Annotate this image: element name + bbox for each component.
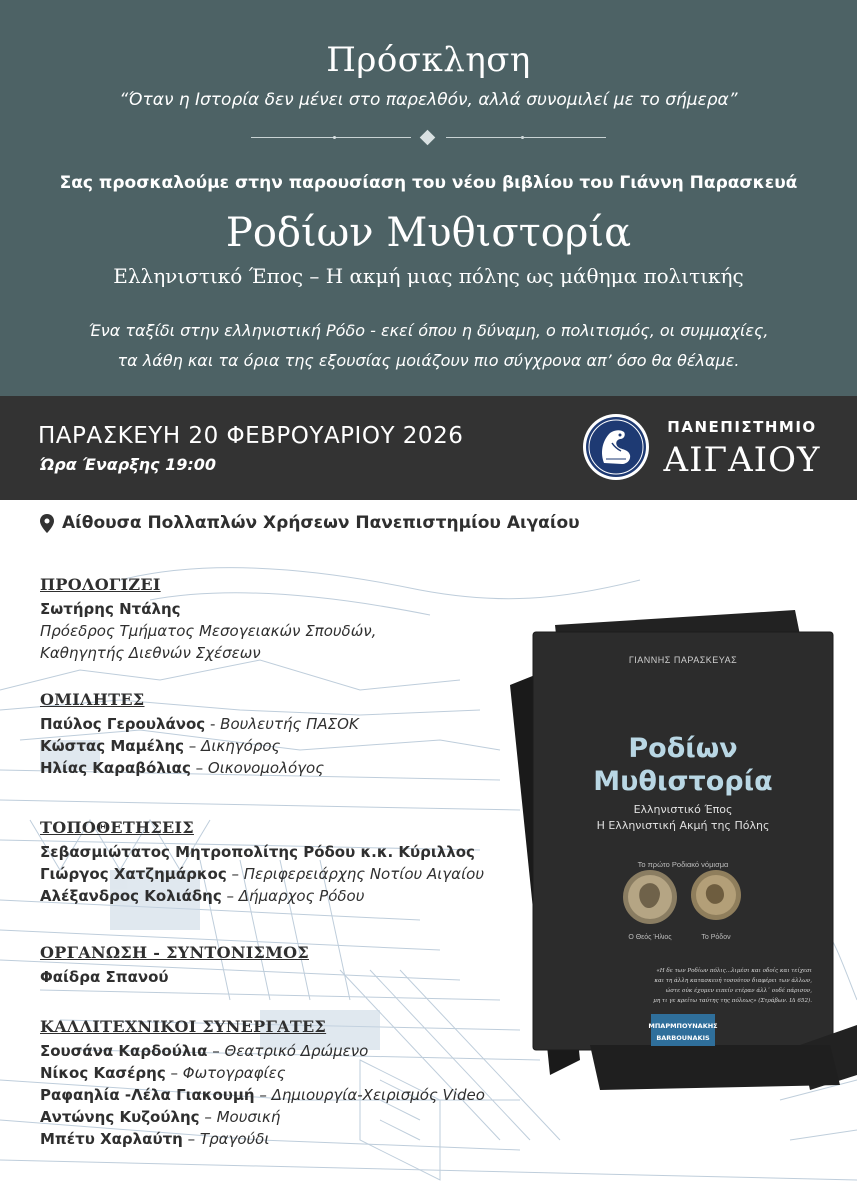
person-row xyxy=(40,713,359,735)
separator: - xyxy=(205,715,221,733)
section-title: ΤΟΠΟΘΕΤΗΣΕΙΣ xyxy=(40,818,194,837)
book-cover-image xyxy=(500,605,857,1100)
ornament-divider xyxy=(251,131,606,145)
separator: – xyxy=(190,759,208,777)
person-name: Φαίδρα Σπανού xyxy=(40,968,169,986)
person-name: Σεβασμιώτατος Μητροπολίτης Ρόδου κ.κ. Κύριλλος xyxy=(40,843,475,861)
person-name: Σουσάνα Καρδούλια xyxy=(40,1042,208,1060)
book-cover-subtitle: Ελληνιστικό Έπος xyxy=(633,803,733,816)
publisher-name: BARBOUNAKIS xyxy=(656,1034,710,1042)
remarks-list xyxy=(40,841,484,907)
event-time: Ώρα Έναρξης 19:00 xyxy=(40,455,217,474)
person-row xyxy=(40,1106,485,1128)
book-author: ΓΙΑΝΝΗΣ ΠΑΡΑΣΚΕΥΑΣ xyxy=(628,655,738,665)
person-name: Σωτήρης Ντάλης xyxy=(40,600,181,618)
book-cover-subtitle: Η Ελληνιστική Ακμή της Πόλης xyxy=(596,819,770,832)
person-role: Δήμαρχος Ρόδου xyxy=(238,887,365,905)
person-role: Περιφερειάρχης Νοτίου Αιγαίου xyxy=(243,865,485,883)
person-name: Αλέξανδρος Κολιάδης xyxy=(40,887,222,905)
separator: – xyxy=(182,1130,200,1148)
person-role: Βουλευτής ΠΑΣΟΚ xyxy=(220,715,359,733)
section-title: ΟΡΓΑΝΩΣΗ - ΣΥΝΤΟΝΙΣΜΟΣ xyxy=(40,943,310,962)
book-cover-title: Μυθιστορία xyxy=(593,766,773,797)
book-subtitle: Ελληνιστικό Έπος – Η ακμή μιας πόλης ως μάθημα πολιτικής xyxy=(113,264,744,288)
separator: – xyxy=(254,1086,272,1104)
person-name: Ραφαηλία -Λέλα Γιακουμή xyxy=(40,1086,255,1104)
person-name: Αντώνης Κυζούλης xyxy=(40,1108,200,1126)
person-role: Καθηγητής Διεθνών Σχέσεων xyxy=(40,644,261,662)
coin-caption: Το πρώτο Ροδιακό νόμισμα xyxy=(637,860,729,869)
cover-quote: ώστε ούκ έχομεν ειπείν ετέραν άλλ᾽ ουδέ πάρισον, xyxy=(665,988,812,994)
person-row xyxy=(40,1128,485,1150)
person-role: Δημιουργία-Χειρισμός Video xyxy=(271,1086,485,1104)
person-name: Γιώργος Χατζημάρκος xyxy=(40,865,227,883)
separator: – xyxy=(199,1108,217,1126)
cover-quote: και τη άλλη κατασκευή τοσούτον διαφέρει των άλλων, xyxy=(654,978,812,984)
intro-text: Σας προσκαλούμε στην παρουσίαση του νέου βιβλίου του Γιάννη Παρασκευά xyxy=(59,173,798,193)
section-title: ΚΑΛΛΙΤΕΧΝΙΚΟΙ ΣΥΝΕΡΓΑΤΕΣ xyxy=(40,1017,327,1036)
location-pin-icon xyxy=(40,514,54,533)
section-title: ΟΜΙΛΗΤΕΣ xyxy=(40,690,145,709)
tagline: “Όταν η Ιστορία δεν μένει στο παρελθόν, αλλά συνομιλεί με το σήμερα” xyxy=(119,90,738,110)
person-role: Μουσική xyxy=(216,1108,281,1126)
person-role: Πρόεδρος Τμήματος Μεσογειακών Σπουδών, xyxy=(40,622,377,640)
person-name: Παύλος Γερουλάνος xyxy=(40,715,206,733)
person-row xyxy=(40,757,359,779)
separator: – xyxy=(184,737,202,755)
separator: – xyxy=(226,865,244,883)
description xyxy=(0,316,857,376)
person-row xyxy=(40,841,484,863)
book-cover-title: Ροδίων xyxy=(628,733,738,764)
remarks-section xyxy=(40,818,484,907)
description-line: τα λάθη και τα όρια της εξουσίας μοιάζουν πιο σύγχρονα απ’ όσο θα θέλαμε. xyxy=(117,351,740,370)
person-role: Οικονομολόγος xyxy=(207,759,324,777)
publisher-name: ΜΠΑΡΜΠΟΥΝΑΚΗΣ xyxy=(648,1022,718,1030)
organization-section xyxy=(40,943,309,988)
prologue-section xyxy=(40,575,376,664)
artists-list xyxy=(40,1040,485,1150)
separator: – xyxy=(165,1064,183,1082)
separator: – xyxy=(221,887,239,905)
person-row xyxy=(40,885,484,907)
coin-left-label: Ο Θεός Ήλιος xyxy=(628,934,672,941)
cover-quote: μη τι γε κρείτω ταύτης της πόλεως» (Στράβων. ΙΔ 652). xyxy=(653,998,812,1004)
coin-right-label: Το Ρόδον xyxy=(701,934,731,941)
university-name-top: ΠΑΝΕΠΙΣΤΗΜΙΟ xyxy=(667,418,817,436)
person-name: Μπέτυ Χαρλαύτη xyxy=(40,1130,183,1148)
venue xyxy=(40,513,580,533)
person-row xyxy=(40,1040,485,1062)
person-role: Δικηγόρος xyxy=(201,737,281,755)
person-row xyxy=(40,1062,485,1084)
person-row xyxy=(40,1084,485,1106)
person-role: Τραγούδι xyxy=(199,1130,270,1148)
invitation-title: Πρόσκληση xyxy=(326,40,531,80)
speakers-list xyxy=(40,713,359,779)
person-name: Νίκος Κασέρης xyxy=(40,1064,166,1082)
speakers-section xyxy=(40,690,359,779)
person-role: Θεατρικό Δρώμενο xyxy=(224,1042,369,1060)
venue-label: Αίθουσα Πολλαπλών Χρήσεων Πανεπιστημίου Αιγαίου xyxy=(62,513,580,533)
book-title: Ροδίων Μυθιστορία xyxy=(225,210,632,256)
person-name: Κώστας Μαμέλης xyxy=(40,737,185,755)
university-logo-icon xyxy=(582,413,650,481)
header-section xyxy=(0,0,857,396)
person-name: Ηλίας Καραβόλιας xyxy=(40,759,191,777)
section-title: ΠΡΟΛΟΓΙΖΕΙ xyxy=(40,575,161,594)
cover-quote: «Η δε των Ροδίων πόλις...λιμέσι και οδοίς και τείχεσι xyxy=(656,968,812,974)
person-role: Φωτογραφίες xyxy=(182,1064,286,1082)
event-date: ΠΑΡΑΣΚΕΥΗ 20 ΦΕΒΡΟΥΑΡΙΟΥ 2026 xyxy=(38,423,464,449)
description-line: Ένα ταξίδι στην ελληνιστική Ρόδο - εκεί όπου η δύναμη, ο πολιτισμός, οι συμμαχίες, xyxy=(88,321,769,340)
person-row xyxy=(40,863,484,885)
person-row xyxy=(40,735,359,757)
separator: – xyxy=(207,1042,225,1060)
artists-section xyxy=(40,1017,485,1150)
diamond-icon xyxy=(420,130,436,146)
university-name-main: ΑΙΓΑΙΟΥ xyxy=(663,440,821,480)
